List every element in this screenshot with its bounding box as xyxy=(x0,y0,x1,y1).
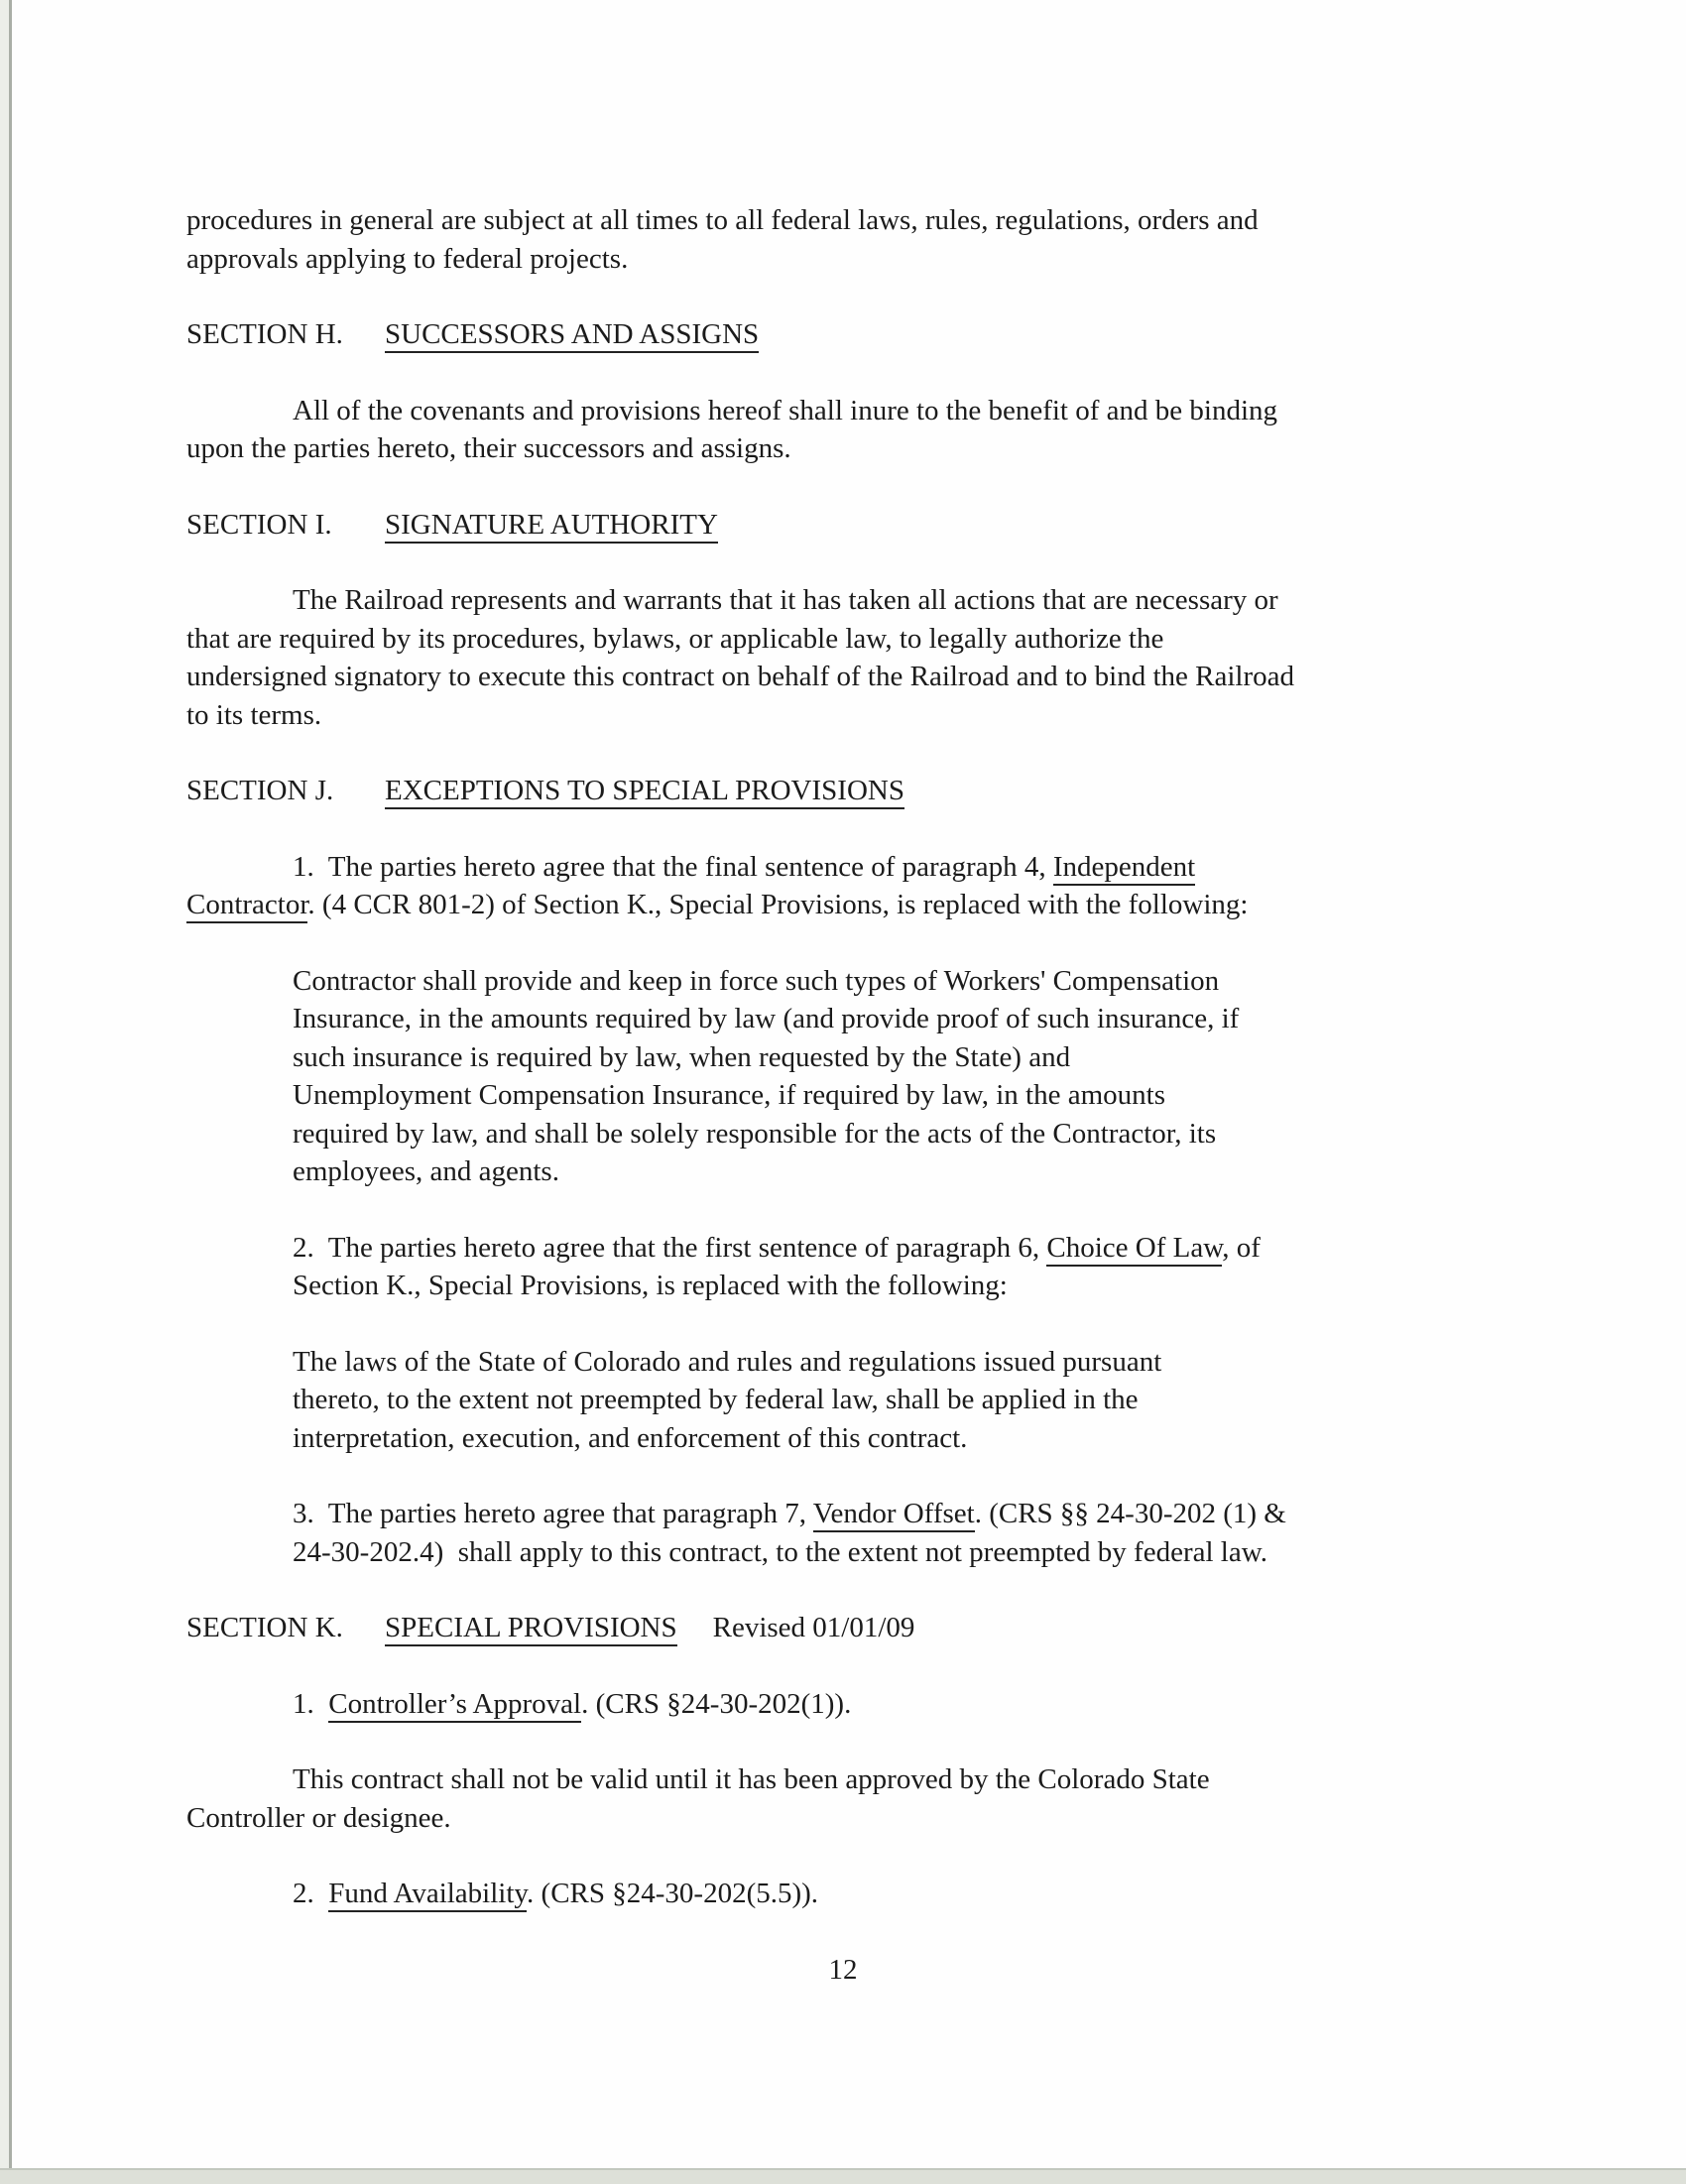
text-segment: undersigned signatory to execute this contract on behalf of the Railroad and to bind the Railroad xyxy=(186,661,1294,692)
list-item xyxy=(186,1875,1476,1913)
text-line xyxy=(186,1229,1476,1268)
list-item xyxy=(186,848,1476,924)
text-segment: This contract shall not be valid until it has been approved by the Colorado State xyxy=(293,1763,1210,1795)
underlined-text: Vendor Offset xyxy=(813,1498,975,1532)
text-segment: , of xyxy=(1222,1231,1261,1264)
text-segment: such insurance is required by law, when requested by the State) and xyxy=(293,1040,1071,1073)
section-label: SECTION J. xyxy=(186,775,334,806)
text-segment: Controller or designee. xyxy=(186,1801,451,1834)
section-heading-trailing-text: Revised 01/01/09 xyxy=(712,1612,915,1643)
list-item xyxy=(186,1495,1476,1571)
text-segment: thereto, to the extent not preempted by federal law, shall be applied in the xyxy=(293,1384,1139,1415)
text-segment: . (CRS §§ 24-30-202 (1) & xyxy=(974,1498,1286,1529)
paragraph xyxy=(186,1760,1476,1837)
text-segment: . (CRS §24-30-202(1)). xyxy=(581,1687,852,1720)
text-segment: All of the covenants and provisions hereof shall inure to the benefit of and be binding xyxy=(293,394,1277,426)
text-line xyxy=(186,1419,1476,1458)
text-line xyxy=(186,1343,1476,1382)
text-line xyxy=(186,1760,1476,1799)
text-segment: Insurance, in the amounts required by law (and provide proof of such insurance, if xyxy=(293,1003,1240,1034)
text-segment: The Railroad represents and warrants that it has taken all actions that are necessary or xyxy=(293,584,1278,616)
text-line xyxy=(186,201,1476,240)
paragraph xyxy=(186,392,1476,468)
paragraph xyxy=(186,581,1476,734)
text-line xyxy=(186,1685,1476,1724)
section-title: SUCCESSORS AND ASSIGNS xyxy=(385,318,759,353)
section-title: EXCEPTIONS TO SPECIAL PROVISIONS xyxy=(385,775,904,809)
text-line xyxy=(186,658,1476,696)
section-heading xyxy=(186,1609,1476,1647)
text-line xyxy=(186,848,1476,887)
section-title: SPECIAL PROVISIONS xyxy=(385,1612,677,1646)
paragraph xyxy=(186,201,1476,278)
text-segment: 1. xyxy=(293,1687,329,1720)
text-segment: interpretation, execution, and enforcement of this contract. xyxy=(293,1421,968,1454)
text-line xyxy=(186,1000,1476,1038)
text-line xyxy=(186,696,1476,735)
text-line xyxy=(186,962,1476,1001)
block-quote xyxy=(186,962,1476,1191)
text-segment: . (CRS §24-30-202(5.5)). xyxy=(527,1878,819,1909)
section-label: SECTION I. xyxy=(186,508,332,541)
text-segment: 2. The parties hereto agree that the first sentence of paragraph 6, xyxy=(293,1231,1047,1264)
text-segment: . (4 CCR 801-2) of Section K., Special Provisions, is replaced with the following: xyxy=(307,889,1249,920)
text-segment: that are required by its procedures, bylaws, or applicable law, to legally authorize the xyxy=(186,622,1164,655)
text-segment: upon the parties hereto, their successors and assigns. xyxy=(186,432,791,464)
text-segment: 3. The parties hereto agree that paragraph 7, xyxy=(293,1498,813,1529)
text-line xyxy=(186,1381,1476,1419)
text-line xyxy=(186,1533,1476,1572)
text-segment: Unemployment Compensation Insurance, if required by law, in the amounts xyxy=(293,1079,1165,1111)
text-segment: procedures in general are subject at all times to all federal laws, rules, regulations, orders and xyxy=(186,204,1259,236)
text-segment: to its terms. xyxy=(186,698,322,731)
text-segment: 1. The parties hereto agree that the final sentence of paragraph 4, xyxy=(293,850,1053,883)
underlined-text: Fund Availability xyxy=(328,1878,527,1912)
underlined-text: Choice Of Law xyxy=(1046,1232,1222,1267)
text-line xyxy=(186,1799,1476,1838)
text-segment: required by law, and shall be solely responsible for the acts of the Contractor, its xyxy=(293,1117,1217,1150)
section-heading xyxy=(186,315,1476,354)
text-segment: Section K., Special Provisions, is replaced with the following: xyxy=(293,1270,1008,1301)
text-line xyxy=(186,240,1476,279)
section-label: SECTION H. xyxy=(186,318,343,350)
text-line xyxy=(186,1495,1476,1533)
section-label: SECTION K. xyxy=(186,1612,343,1643)
text-line xyxy=(186,1267,1476,1305)
text-segment: 24-30-202.4) shall apply to this contract, to the extent not preempted by federal law. xyxy=(293,1535,1268,1568)
text-line xyxy=(186,1875,1476,1913)
text-segment: Contractor shall provide and keep in force such types of Workers' Compensation xyxy=(293,964,1220,997)
list-item xyxy=(186,1229,1476,1305)
text-segment: The laws of the State of Colorado and rules and regulations issued pursuant xyxy=(293,1345,1162,1378)
underlined-text: Independent xyxy=(1053,851,1195,886)
text-line xyxy=(186,581,1476,620)
text-line xyxy=(186,1038,1476,1077)
text-segment: approvals applying to federal projects. xyxy=(186,242,629,275)
text-segment: 2. xyxy=(293,1878,329,1909)
page-number xyxy=(186,1951,1500,1990)
text-line xyxy=(186,1076,1476,1115)
text-line xyxy=(186,620,1476,659)
section-heading xyxy=(186,506,1476,545)
text-line xyxy=(186,886,1476,924)
text-line xyxy=(186,392,1476,430)
text-segment: employees, and agents. xyxy=(293,1155,559,1187)
text-line xyxy=(186,429,1476,468)
underlined-text: Controller’s Approval xyxy=(328,1688,581,1723)
document-body xyxy=(186,201,1476,2026)
list-item xyxy=(186,1685,1476,1724)
scan-artifact-left-edge-line xyxy=(9,0,12,2182)
block-quote xyxy=(186,1343,1476,1458)
section-heading xyxy=(186,772,1476,810)
text-line xyxy=(186,1115,1476,1153)
page-number-label: 12 xyxy=(828,1953,858,1986)
section-title: SIGNATURE AUTHORITY xyxy=(385,509,718,544)
underlined-text: Contractor xyxy=(186,889,307,923)
text-line xyxy=(186,1153,1476,1191)
